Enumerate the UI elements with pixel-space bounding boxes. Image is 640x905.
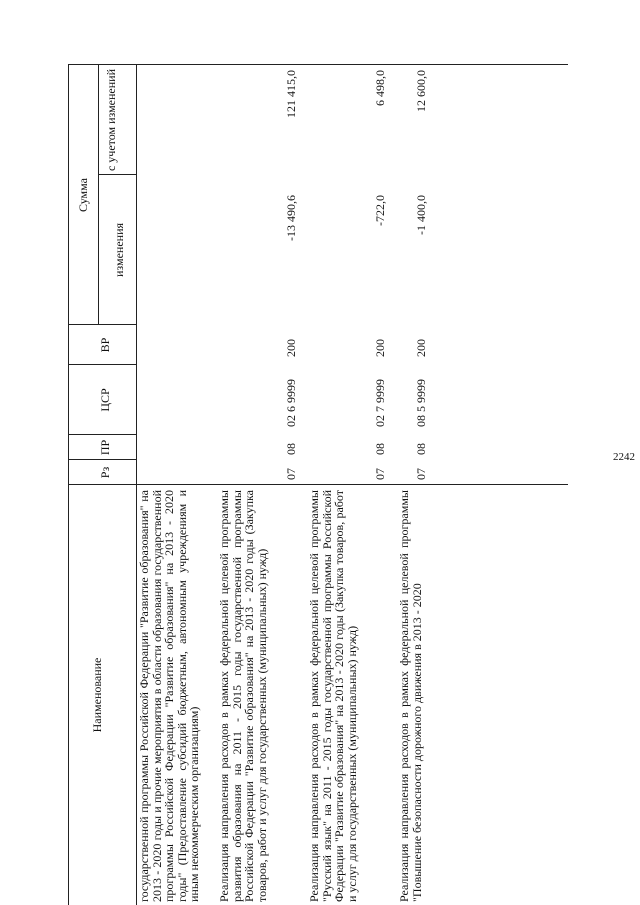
- header-vr: ВР: [98, 337, 112, 353]
- header-change: изменения: [112, 222, 126, 278]
- row-3-change: -722,0: [373, 195, 387, 226]
- row-2-rz: 07: [284, 468, 298, 480]
- row-2-pr: 08: [284, 443, 298, 455]
- row-2-csr: 02 6 9999: [284, 379, 298, 427]
- table-top-border: [68, 65, 69, 905]
- row-4-total: 12 600,0: [414, 70, 428, 112]
- header-name: Наименование: [90, 657, 104, 733]
- row-4-vr: 200: [414, 339, 428, 357]
- row-3-name: Реализация направления расходов в рамках федеральной целевой программы "Русский язык" на 2011 - 2015 годы государственной программы Российской Федерации "Развитие образования" на 2013 - 2020 годы (Закупка товаров, работ и услуг для государственных (муниципальных) нужд): [307, 490, 359, 902]
- col-sep-name: [68, 484, 568, 485]
- row-4-name: Реализация направления расходов в рамках федеральной целевой программы "Повышение безопасности дорожного движения в 2013 - 2020: [397, 490, 424, 902]
- row-2-name: Реализация направления расходов в рамках федеральной целевой программы развития образования на 2011 - 2015 годы государственной программы Российской Федерации "Развитие образования" на 2013 - 2020 годы (Закупка товаров, работ и услуг для государственных (муниципальных) нужд): [217, 490, 269, 902]
- row-3-pr: 08: [373, 443, 387, 455]
- header-csr: ЦСР: [98, 388, 112, 412]
- row-4-change: -1 400,0: [414, 195, 428, 235]
- row-1-name: государственной программы Российской Федерации "Развитие образования" на 2013 - 2020 годы и прочие мероприятия в области образования государственной программы Российской Федерации "Развитие образования" на 2013 - 2020 годы" (Предоставление субсидий бюджетным, автономным учреждениям и иным некоммерческим организациям): [137, 490, 201, 902]
- row-3-csr: 02 7 9999: [373, 379, 387, 427]
- budget-table: [68, 65, 568, 905]
- row-2-change: -13 490,6: [284, 195, 298, 241]
- header-with-changes: с учетом изменений: [104, 68, 118, 172]
- page-number: 2242: [613, 451, 635, 463]
- row-4-rz: 07: [414, 468, 428, 480]
- row-4-csr: 08 5 9999: [414, 379, 428, 427]
- row-2-total: 121 415,0: [284, 70, 298, 118]
- header-sum: Сумма: [76, 178, 90, 212]
- row-3-rz: 07: [373, 468, 387, 480]
- row-2-vr: 200: [284, 339, 298, 357]
- row-3-total: 6 498,0: [373, 70, 387, 106]
- row-4-pr: 08: [414, 443, 428, 455]
- header-rz: Рз: [98, 466, 112, 479]
- table-right-border: [68, 64, 568, 65]
- header-pr: ПР: [98, 439, 112, 456]
- sum-subheader-border: [98, 65, 99, 325]
- row-3-vr: 200: [373, 339, 387, 357]
